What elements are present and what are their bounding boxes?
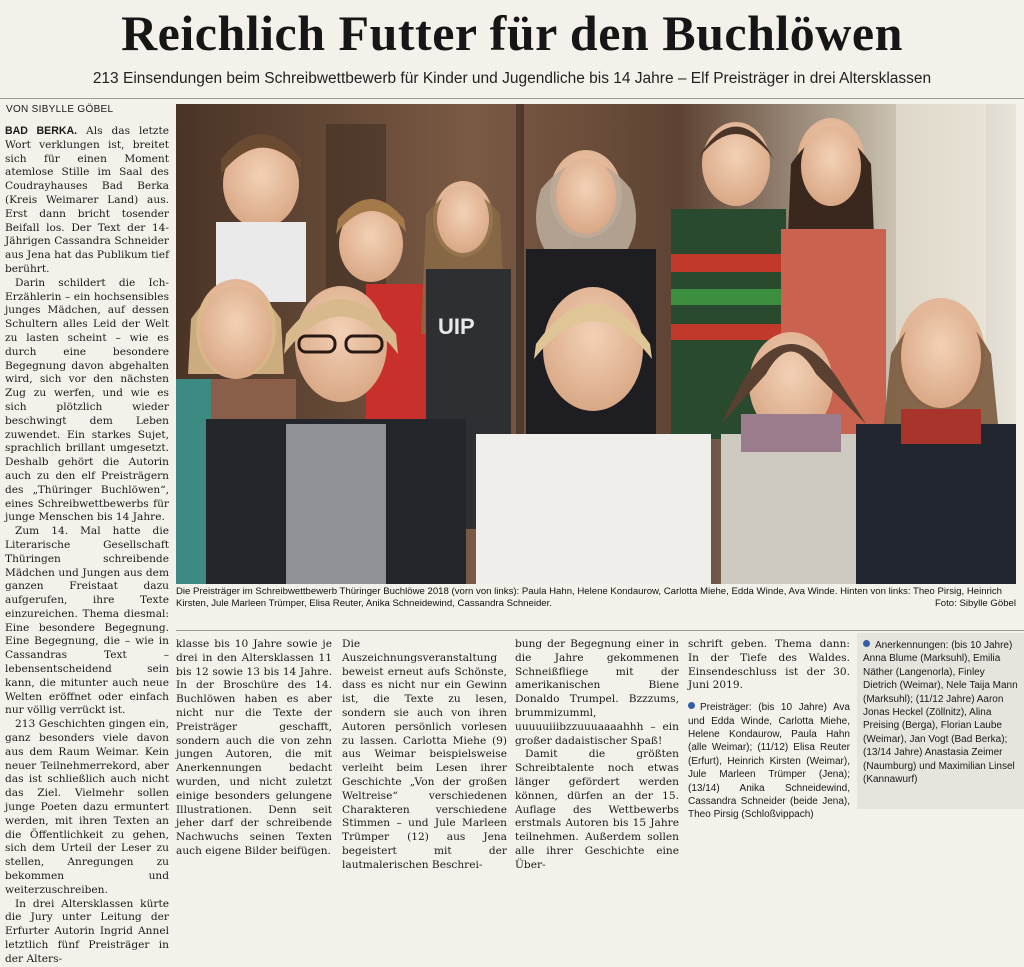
bottom-paragraph-4: Damit die größten Schreibtalente noch etwas länger gefördert werden können, dürfen an der 15. Auflage des Wettbewerbs erstmals Autoren bis 15 Jahre teilnehmen. Außerdem sollen alle ihrer Geschichte eine Über- [515,748,679,871]
recognitions-list [857,633,1024,786]
bottom-column-3 [515,638,679,873]
subheadline: 213 Einsendungen beim Schreibwettbewerb für Kinder und Jugendliche bis 14 Jahre – Elf Preisträger in drei Altersklassen [92,70,932,87]
bottom-paragraph-1: klasse bis 10 Jahre sowie je drei in den Altersklassen 11 bis 12 sowie 13 bis 14 Jahre. In der Broschüre des 14. Buchlöwen haben es aber nicht nur die Texte der Preisträger geschafft, sondern auch die von zehn jungen Autoren, die mit Anerkennungen bedacht wurden, und nicht zuletzt einige besonders gelungene Illustrationen. Denn seit jeher darf der schreibende Nachwuchs seinen Texten auch eigene Bilder beifügen. [176,638,332,857]
left-paragraph-2: Darin schildert die Ich-Erzählerin – ein hochsensibles junges Mädchen, auf dessen Schultern alles Leid der Welt zu lasten scheint – wie es durch eine besondere Begegnung davon abgehalten wird, sich vor den nächsten Zug zu werfen, und wie es sich plötzlich wieder beschwingt dem Leben zuwendet. Ein starkes Sujet, sprachlich brillant umgesetzt. Deshalb gehört die Autorin auch zu den elf Preisträgern des „Thüringer Buchlöwen“, eines Schreibwettbewerbs für junge Menschen bis 14 Jahre. [5,276,169,524]
recognitions-box [857,633,1024,809]
photo-credit: Foto: Sibylle Göbel [934,598,1016,610]
bullet-icon [688,702,695,709]
bottom-column-4 [688,638,850,822]
photo-caption [176,586,1016,611]
bullet-icon [863,640,870,647]
group-photo-image [176,104,1016,584]
svg-text:UIP: UIP [438,314,475,339]
byline: VON SIBYLLE GÖBEL [6,104,114,115]
winners-list [688,701,850,822]
caption-rule [176,630,1024,631]
group-photo [176,104,1016,584]
bottom-column-2 [342,638,507,873]
recognitions-label: Anerkennungen: [875,640,949,651]
left-paragraph-3: Zum 14. Mal hatte die Literarische Gesellschaft Thüringen schreibende Mädchen und Jungen aus dem ganzen Freistaat dazu aufgerufen, ihre Texte einzureichen. Thema diesmal: Eine besondere Begegnung. Eine Begegnung, die – wie in Cassandras Text – lebensentscheidend sein kann, die mitunter auch neue Welten eröffnet oder einfach nur völlig verrückt ist. [5,525,169,717]
headline: Reichlich Futter für den Buchlöwen [121,5,903,61]
left-paragraph-4: 213 Geschichten gingen ein, ganz besonders viele davon aus dem Raum Weimar. Kein neuer Teilnehmerrekord, aber das ist schließlich auch nicht das Ziel. Vielmehr sollen junge Poeten dazu ermuntert werden, mit ihren Texten an die Öffentlichkeit zu gehen, sich dem Urteil der Leser zu stellen, Anregungen zu bekommen und weiterzuschreiben. [5,718,169,896]
dateline: BAD BERKA. [5,125,78,137]
left-column [5,125,169,967]
bottom-paragraph-3: bung der Begegnung einer in die Jahre gekommenen Schneißfliege mit der amerikanischen Biene Donaldo Trumpel. Bzzzums, brummizumml, uuuuuiiibzzuuuaaaahhh – ein großer dadaistischer Spaß! [515,638,679,747]
header-rule [0,98,1024,99]
winners-text: (bis 10 Jahre) Ava und Edda Winde, Carlotta Miehe, Helene Kondaurow, Paula Hahn (alle Weimar); (11/12) Elisa Reuter (Erfurt), Heinrich Kirsten (Weimar), Jule Marleen Trümper (Jena); (13/14) Anika Schneidewind, Cassandra Schneider (beide Jena), Theo Pirsig (Schloßvippach) [688,702,850,821]
bottom-paragraph-5: schrift geben. Thema dann: In der Tiefe des Waldes. Einsendeschluss ist der 30. Juni 2019. [688,638,850,692]
caption-text: Die Preisträger im Schreibwettbewerb Thüringer Buchlöwe 2018 (vorn von links): Paula Hahn, Helene Kondaurow, Carlotta Miehe, Edda Winde, Ava Winde. Hinten von links: Theo Pirsig, Heinrich Kirsten, Jule Marleen Trümper, Elisa Reuter, Anika Schneidewind, Cassandra Schneider. [176,586,1003,610]
left-paragraph-1: Als das letzte Wort verklungen ist, breitet sich für einen Moment atemlose Stille im Saal des Coudrayhauses Bad Berka (Kreis Weimarer Land) aus. Erst dann bricht tosender Beifall los. Der Text der 14-Jährigen Cassandra Schneider aus Jena hat das Publikum tief berührt. [5,125,169,275]
bottom-paragraph-2: Die Auszeichnungsveranstaltung beweist erneut aufs Schönste, dass es nicht nur ein Gewinn ist, die Texte zu lesen, sondern sie auch von ihren Autoren persönlich vorlesen zu lassen. Carlotta Miehe (9) aus Weimar beispielsweise verleiht beim Lesen ihrer Geschichte „Von der großen Weltreise“ verschiedenen Charakteren verschiedene Stimmen – und Jule Marleen Trümper (12) aus Jena begeistert mit der lautmalerischen Beschrei- [342,638,507,871]
left-paragraph-5: In drei Altersklassen kürte die Jury unter Leitung der Erfurter Autorin Ingrid Annel letztlich fünf Preisträger in der Alters- [5,897,169,965]
bottom-column-1 [176,638,332,859]
recognitions-text: (bis 10 Jahre) Anna Blume (Marksuhl), Emilia Näther (Langenorla), Finley Dietrich (Weimar), Nele Taija Mann (Marksuhl); (11/12 Jahre) Aaron Jonas Heckel (Zöllnitz), Alina Preising (Berga), Florian Laube (Weimar), Jan Vogt (Bad Berka); (13/14 Jahre) Anastasia Zeimer (Naumburg) und Maximilian Linsel (Kannawurf) [863,640,1018,786]
winners-label: Preisträger: [700,702,752,714]
